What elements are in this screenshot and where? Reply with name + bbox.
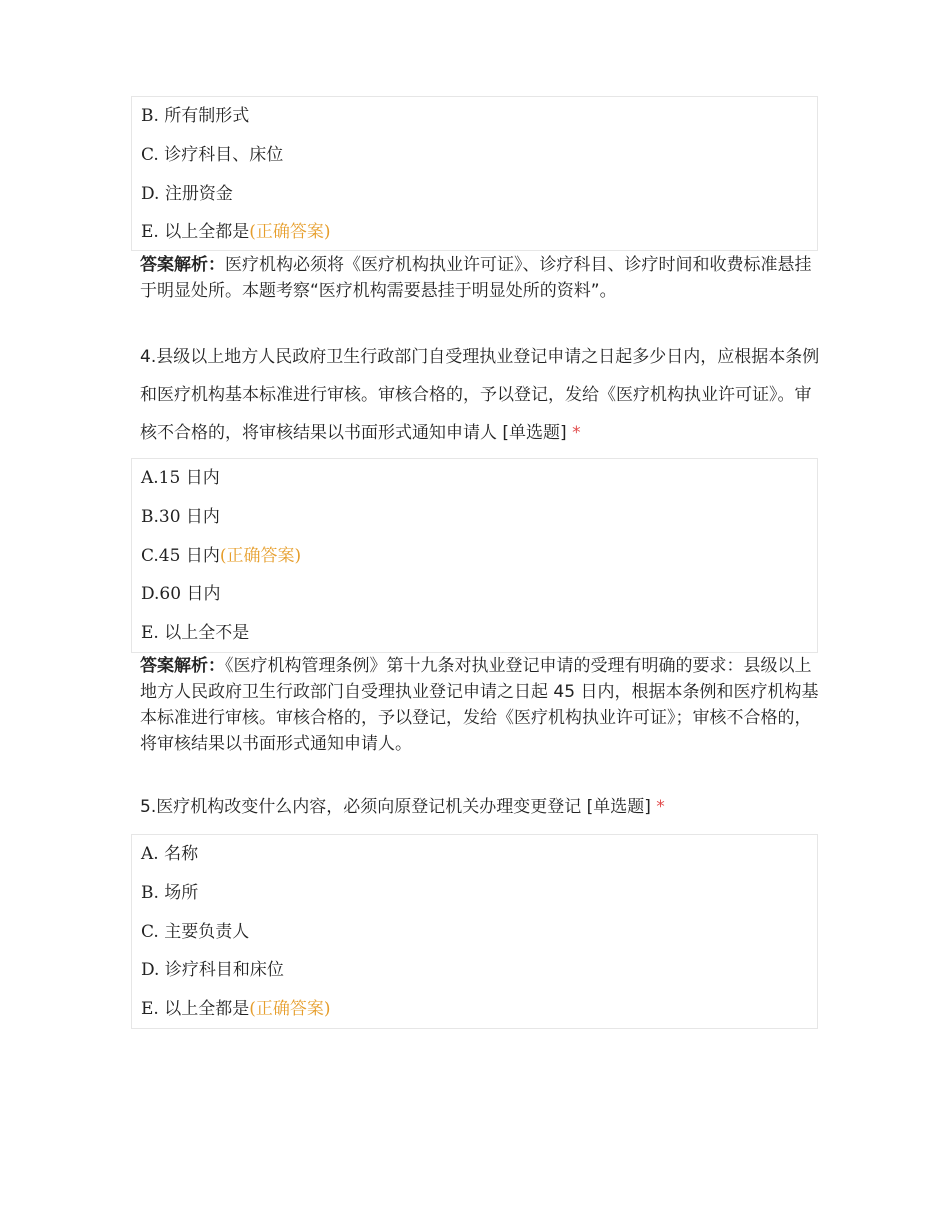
explanation-label: 答案解析： — [140, 656, 225, 676]
q4-option-d[interactable] — [132, 575, 817, 614]
option-label: E. 以上全不是 — [141, 623, 250, 644]
required-mark: * — [572, 423, 581, 443]
q3-option-c[interactable] — [132, 136, 817, 175]
q5-options — [131, 834, 818, 1029]
q4-option-a[interactable] — [132, 459, 817, 498]
q4-option-b[interactable] — [132, 498, 817, 537]
correct-answer-mark: (正确答案) — [219, 545, 302, 566]
q4-options — [131, 458, 818, 653]
option-label: D. 注册资金 — [141, 183, 233, 204]
correct-answer-mark: (正确答案) — [249, 999, 331, 1020]
explanation-text: 《医疗机构管理条例》第十九条对执业登记申请的受理有明确的要求：县级以上地方人民政府卫生行政部门自受理执业登记申请之日起 45 日内，根据本条例和医疗机构基本标准进行审核。审核合格的，予以登记，发给《医疗机构执业许可证》；审核不合格的，将审核结果以书面形式通知申请人。 — [140, 656, 819, 754]
q5-option-c[interactable] — [132, 913, 817, 952]
q5-option-b[interactable] — [132, 874, 817, 913]
q5-question — [140, 788, 820, 826]
option-label: B.30 日内 — [141, 506, 220, 527]
option-label: C.45 日内 — [141, 545, 220, 566]
option-label: E. 以上全都是 — [141, 999, 250, 1020]
option-label: B. 场所 — [141, 882, 199, 903]
q4-explanation — [140, 653, 820, 757]
explanation-label: 答案解析： — [140, 255, 225, 275]
option-label: D. 诊疗科目和床位 — [141, 960, 284, 981]
option-label: C. 诊疗科目、床位 — [141, 144, 284, 165]
option-label: D.60 日内 — [141, 584, 221, 605]
q3-option-e[interactable] — [132, 213, 817, 252]
q4-option-c[interactable] — [132, 537, 817, 576]
q3-explanation — [140, 252, 820, 304]
q4-option-e[interactable] — [132, 614, 817, 653]
option-label: A.15 日内 — [141, 468, 220, 488]
q3-option-b[interactable] — [132, 97, 817, 136]
question-text: 4.县级以上地方人民政府卫生行政部门自受理执业登记申请之日起多少日内，应根据本条例和医疗机构基本标准进行审核。审核合格的，予以登记，发给《医疗机构执业许可证》。审核不合格的，将审核结果以书面形式通知申请人 [单选题] — [140, 347, 820, 443]
option-label: E. 以上全都是 — [141, 222, 250, 243]
option-label: B. 所有制形式 — [141, 106, 250, 126]
q5-option-d[interactable] — [132, 951, 817, 990]
option-label: C. 主要负责人 — [141, 921, 250, 942]
option-label: A. 名称 — [141, 844, 199, 864]
explanation-text: 医疗机构必须将《医疗机构执业许可证》、诊疗科目、诊疗时间和收费标准悬挂于明显处所。本题考察“医疗机构需要悬挂于明显处所的资料”。 — [140, 255, 812, 301]
q5-option-e[interactable] — [132, 990, 817, 1029]
q3-options — [131, 96, 818, 251]
q5-option-a[interactable] — [132, 835, 817, 874]
required-mark: * — [656, 797, 665, 817]
q3-option-d[interactable] — [132, 175, 817, 214]
correct-answer-mark: (正确答案) — [249, 222, 331, 243]
q4-question — [140, 338, 820, 452]
question-text: 5.医疗机构改变什么内容，必须向原登记机关办理变更登记 [单选题] — [140, 797, 651, 817]
